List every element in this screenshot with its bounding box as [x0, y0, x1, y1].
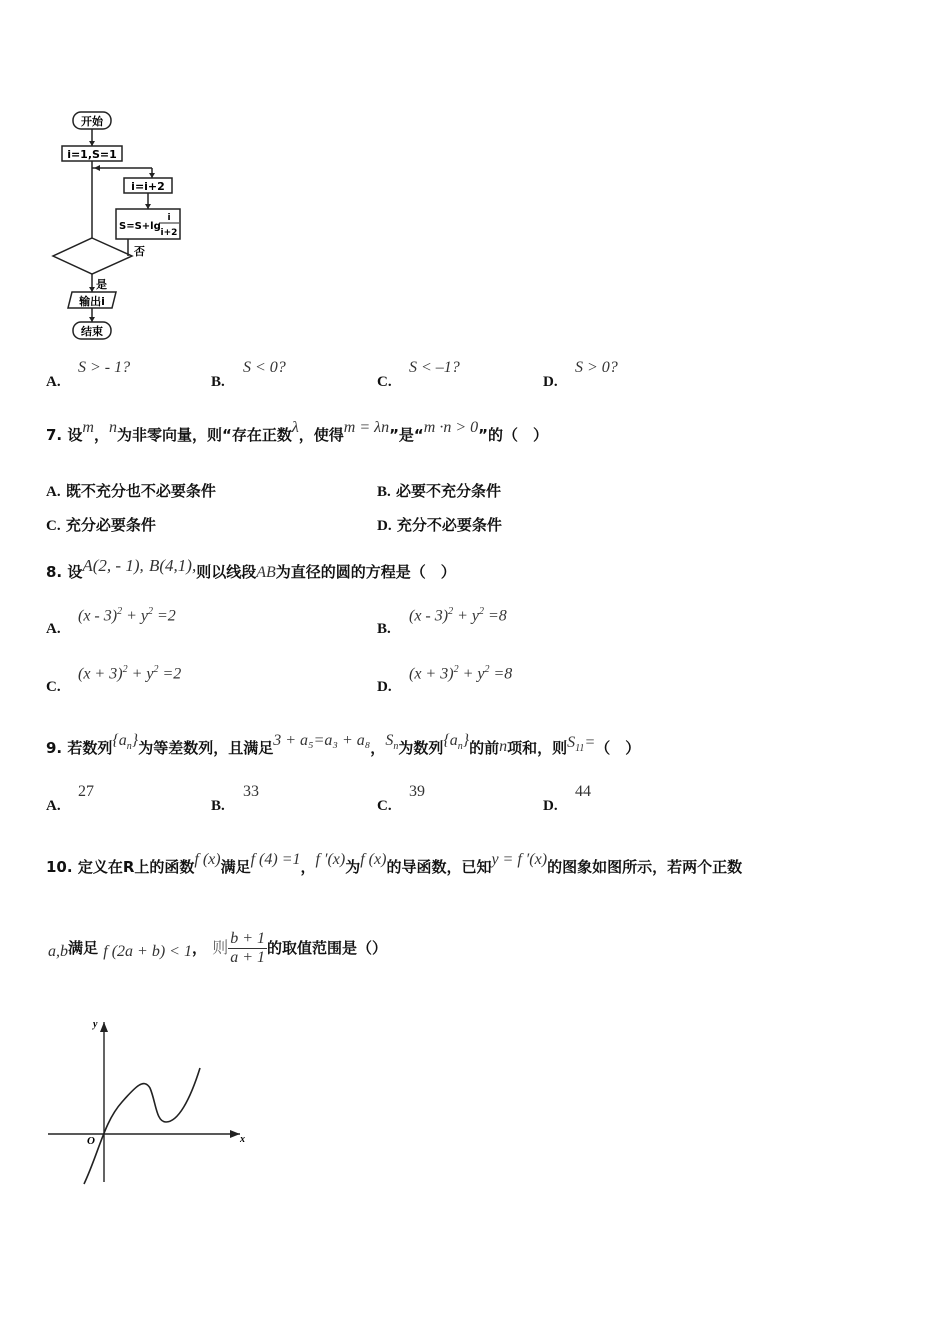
derivative-curve — [84, 1068, 200, 1184]
q8-option-d-expr: $(x + 3)^2 + y^2 =8$ — [409, 664, 513, 683]
flowchart-update-s-num: i — [167, 213, 171, 223]
q6-option-c-letter: C. — [377, 374, 392, 390]
flowchart — [48, 108, 208, 343]
q7-lambda: λ — [291, 419, 299, 436]
flowchart-update-s-den: i+2 — [160, 228, 178, 238]
q8-number: 8. — [46, 563, 63, 581]
q6-option-a-expr: S > - 1? — [78, 359, 131, 376]
q9-text-5: 项和，则 — [507, 739, 568, 757]
q6-option-d-letter: D. — [543, 374, 558, 390]
q9-condition: 3 + a₅=a₃ + a₈ — [273, 732, 371, 749]
q7-comma: ， — [93, 426, 109, 444]
flowchart-end-label: 结束 — [81, 325, 103, 338]
q9-sequence-a: $\{a_n\}$ — [112, 732, 139, 753]
q9-stem — [46, 732, 641, 760]
flowchart-init-label: i=1,S=1 — [67, 148, 117, 161]
q10-ab: a,b — [48, 943, 68, 960]
q9-comma: ， — [370, 739, 386, 757]
q9-option-d-value: 44 — [575, 783, 591, 800]
q10-fraction: $\frac{b + 1}{a + 1}$ — [230, 930, 266, 966]
q8-option-b-letter: B. — [377, 621, 391, 637]
q8-stem — [46, 556, 456, 582]
q8-text-2: 则以线段 — [196, 563, 257, 581]
q9-text-1: 若数列 — [67, 739, 113, 757]
flowchart-output-label: 输出i — [79, 295, 105, 308]
q9-text-2: 为等差数列，且满足 — [138, 739, 274, 757]
flowchart-update-s-label: S=S+lg — [119, 221, 161, 232]
q7-vector-n: n — [108, 419, 117, 436]
q9-option-c-letter: C. — [377, 798, 392, 814]
q10-comma: ， — [300, 858, 316, 876]
q9-number: 9. — [46, 739, 63, 757]
q6-option-b-letter: B. — [211, 374, 225, 390]
q8-text-1: 设 — [67, 563, 83, 581]
q7-vector-m: m — [82, 419, 94, 436]
q8-option-b-expr: $(x - 3)^2 + y^2 =8$ — [409, 606, 507, 625]
q9-s11: $S_{11}=$ — [567, 734, 596, 755]
q9-option-b-value: 33 — [243, 783, 259, 800]
q8-text-3: 为直径的圆的方程是（ ） — [275, 563, 456, 581]
q7-number: 7. — [46, 426, 63, 444]
q7-text-1: 设 — [67, 426, 83, 444]
q10-fprime: f ′(x) — [315, 851, 346, 868]
q10-text-5: 的图象如图所示，若两个正数 — [547, 858, 743, 876]
flowchart-start-label: 开始 — [81, 115, 103, 128]
q8-option-a-letter: A. — [46, 621, 61, 637]
q6-option-a-letter: A. — [46, 374, 61, 390]
q10-text-7: 的取值范围是（） — [267, 939, 388, 957]
q6-option-c-expr: S < –1? — [409, 359, 460, 376]
q7-text-5: ”的（ ） — [478, 426, 549, 444]
q10-text-6: 满足 — [68, 939, 99, 957]
flowchart-decision-node — [53, 238, 132, 274]
q10-stem-line-1 — [46, 851, 743, 877]
x-axis-label: x — [240, 1134, 245, 1145]
flowchart-update-i-label: i=i+2 — [131, 180, 165, 193]
origin-label: O — [87, 1135, 95, 1147]
q9-option-b-letter: B. — [211, 798, 225, 814]
q10-f4: f (4) =1 — [250, 851, 301, 868]
q10-fx: f (x) — [194, 851, 221, 868]
q7-text-4: ”是“ — [389, 426, 424, 444]
q10-text-2: 满足 — [220, 858, 251, 876]
q7-stem — [46, 419, 549, 445]
q7-option-c: C. 充分必要条件 — [46, 516, 156, 534]
q7-option-d: D. 充分不必要条件 — [377, 516, 502, 534]
q9-sum-s: $S_n$ — [385, 732, 399, 753]
q9-option-a-value: 27 — [78, 783, 94, 800]
q10-fx-2: f (x) — [360, 851, 387, 868]
q9-option-a-letter: A. — [46, 798, 61, 814]
q10-text-3: 为 — [345, 858, 361, 876]
q8-point-a: A(2, - 1), — [82, 556, 144, 575]
derivative-graph — [44, 1012, 254, 1187]
q9-text-6: （ ） — [595, 739, 641, 757]
q7-text-2: 为非零向量，则“存在正数 — [116, 426, 292, 444]
flowchart-no-label: 否 — [134, 245, 145, 258]
q8-option-c-letter: C. — [46, 679, 61, 695]
q9-option-c-value: 39 — [409, 783, 425, 800]
q9-n: n — [499, 738, 508, 755]
q7-eq-2: m ·n > 0 — [423, 419, 479, 436]
q9-text-4: 的前 — [469, 739, 500, 757]
q6-option-d-expr: S > 0? — [575, 359, 618, 376]
q8-segment-ab: AB — [256, 564, 276, 581]
q8-option-a-expr: $(x - 3)^2 + y^2 =2$ — [78, 606, 176, 625]
q8-point-b: B(4,1), — [149, 556, 197, 575]
q6-option-b-expr: S < 0? — [243, 359, 286, 376]
q9-option-d-letter: D. — [543, 798, 558, 814]
q9-sequence-a-2: $\{a_n\}$ — [443, 732, 470, 753]
q7-option-b: B. 必要不充分条件 — [377, 482, 502, 500]
q7-option-a: A. 既不充分也不必要条件 — [46, 482, 216, 500]
flowchart-yes-label: 是 — [96, 278, 107, 291]
q10-stem-line-2 — [48, 930, 387, 967]
y-axis-label: y — [93, 1019, 98, 1030]
q10-comma-2: ， — [191, 939, 207, 957]
q10-inequality: f (2a + b) < 1 — [103, 943, 192, 960]
q10-text-1: 定义在R上的函数 — [77, 858, 195, 876]
q7-text-3: ，使得 — [298, 426, 344, 444]
q10-text-4: 的导函数，已知 — [386, 858, 492, 876]
q10-number: 10. — [46, 858, 73, 876]
q10-ze: 则 — [212, 940, 229, 957]
q9-text-3: 为数列 — [398, 739, 444, 757]
q10-y-fprime: y = f ′(x) — [491, 851, 548, 868]
q7-eq-1: m = λn — [343, 419, 390, 436]
q8-option-c-expr: $(x + 3)^2 + y^2 =2$ — [78, 664, 182, 683]
q8-option-d-letter: D. — [377, 679, 392, 695]
